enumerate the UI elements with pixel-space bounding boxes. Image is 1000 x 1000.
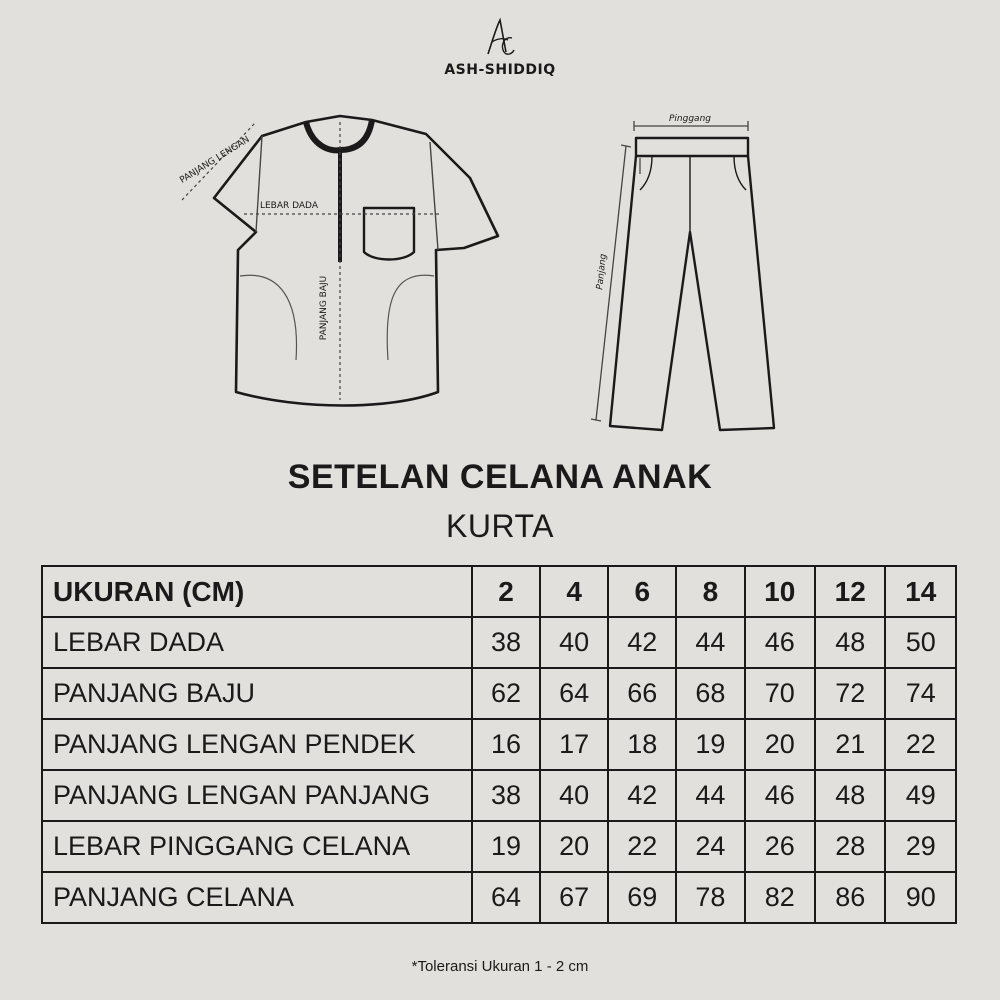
table-cell: 20 <box>540 821 608 872</box>
table-cell: 82 <box>745 872 815 923</box>
table-cell: 70 <box>745 668 815 719</box>
table-cell: 29 <box>885 821 956 872</box>
row-label: LEBAR DADA <box>42 617 472 668</box>
table-cell: 62 <box>472 668 540 719</box>
table-cell: 26 <box>745 821 815 872</box>
table-cell: 68 <box>676 668 744 719</box>
row-label: PANJANG BAJU <box>42 668 472 719</box>
sleeve-length-label: PANJANG LENGAN <box>178 134 252 186</box>
size-chart-table <box>41 565 957 924</box>
row-label: PANJANG LENGAN PANJANG <box>42 770 472 821</box>
table-cell: 19 <box>676 719 744 770</box>
table-cell: 78 <box>676 872 744 923</box>
table-cell: 72 <box>815 668 885 719</box>
table-row <box>42 770 956 821</box>
table-row <box>42 668 956 719</box>
table-cell: 44 <box>676 617 744 668</box>
table-cell: 90 <box>885 872 956 923</box>
table-cell: 38 <box>472 770 540 821</box>
size-header: 10 <box>745 566 815 617</box>
table-cell: 74 <box>885 668 956 719</box>
brand-name: ASH-SHIDDIQ <box>444 62 556 78</box>
table-cell: 38 <box>472 617 540 668</box>
table-cell: 69 <box>608 872 676 923</box>
table-cell: 46 <box>745 770 815 821</box>
table-cell: 64 <box>540 668 608 719</box>
table-cell: 16 <box>472 719 540 770</box>
table-cell: 24 <box>676 821 744 872</box>
table-cell: 48 <box>815 770 885 821</box>
shirt-length-label: PANJANG BAJU <box>319 275 329 341</box>
table-cell: 22 <box>608 821 676 872</box>
shirt-diagram <box>214 116 498 406</box>
table-cell: 66 <box>608 668 676 719</box>
table-cell: 48 <box>815 617 885 668</box>
garment-illustration <box>0 0 1000 460</box>
page-subtitle: KURTA <box>446 508 554 544</box>
page-title: SETELAN CELANA ANAK <box>287 458 713 496</box>
table-cell: 17 <box>540 719 608 770</box>
table-cell: 50 <box>885 617 956 668</box>
row-label: PANJANG LENGAN PENDEK <box>42 719 472 770</box>
pants-length-label: Panjang <box>595 253 609 291</box>
table-cell: 46 <box>745 617 815 668</box>
table-row <box>42 617 956 668</box>
size-header: 14 <box>885 566 956 617</box>
size-header: 8 <box>676 566 744 617</box>
size-header: 6 <box>608 566 676 617</box>
table-cell: 67 <box>540 872 608 923</box>
size-header: 2 <box>472 566 540 617</box>
row-label: PANJANG CELANA <box>42 872 472 923</box>
size-header: 4 <box>540 566 608 617</box>
table-cell: 86 <box>815 872 885 923</box>
table-cell: 42 <box>608 617 676 668</box>
table-cell: 21 <box>815 719 885 770</box>
table-cell: 44 <box>676 770 744 821</box>
size-header: 12 <box>815 566 885 617</box>
table-cell: 28 <box>815 821 885 872</box>
size-tolerance-note: *Toleransi Ukuran 1 - 2 cm <box>411 958 589 975</box>
table-header-row <box>42 566 956 617</box>
table-cell: 20 <box>745 719 815 770</box>
table-cell: 40 <box>540 770 608 821</box>
chest-width-label: LEBAR DADA <box>259 201 319 211</box>
waist-label: Pinggang <box>669 114 711 124</box>
table-cell: 40 <box>540 617 608 668</box>
table-cell: 49 <box>885 770 956 821</box>
table-row <box>42 872 956 923</box>
table-cell: 42 <box>608 770 676 821</box>
row-label: LEBAR PINGGANG CELANA <box>42 821 472 872</box>
table-cell: 22 <box>885 719 956 770</box>
table-cell: 64 <box>472 872 540 923</box>
pants-diagram <box>610 138 774 430</box>
header-label: UKURAN (CM) <box>42 566 472 617</box>
shirt-measure-lines <box>182 122 440 400</box>
table-cell: 18 <box>608 719 676 770</box>
table-cell: 19 <box>472 821 540 872</box>
table-row <box>42 821 956 872</box>
table-row <box>42 719 956 770</box>
